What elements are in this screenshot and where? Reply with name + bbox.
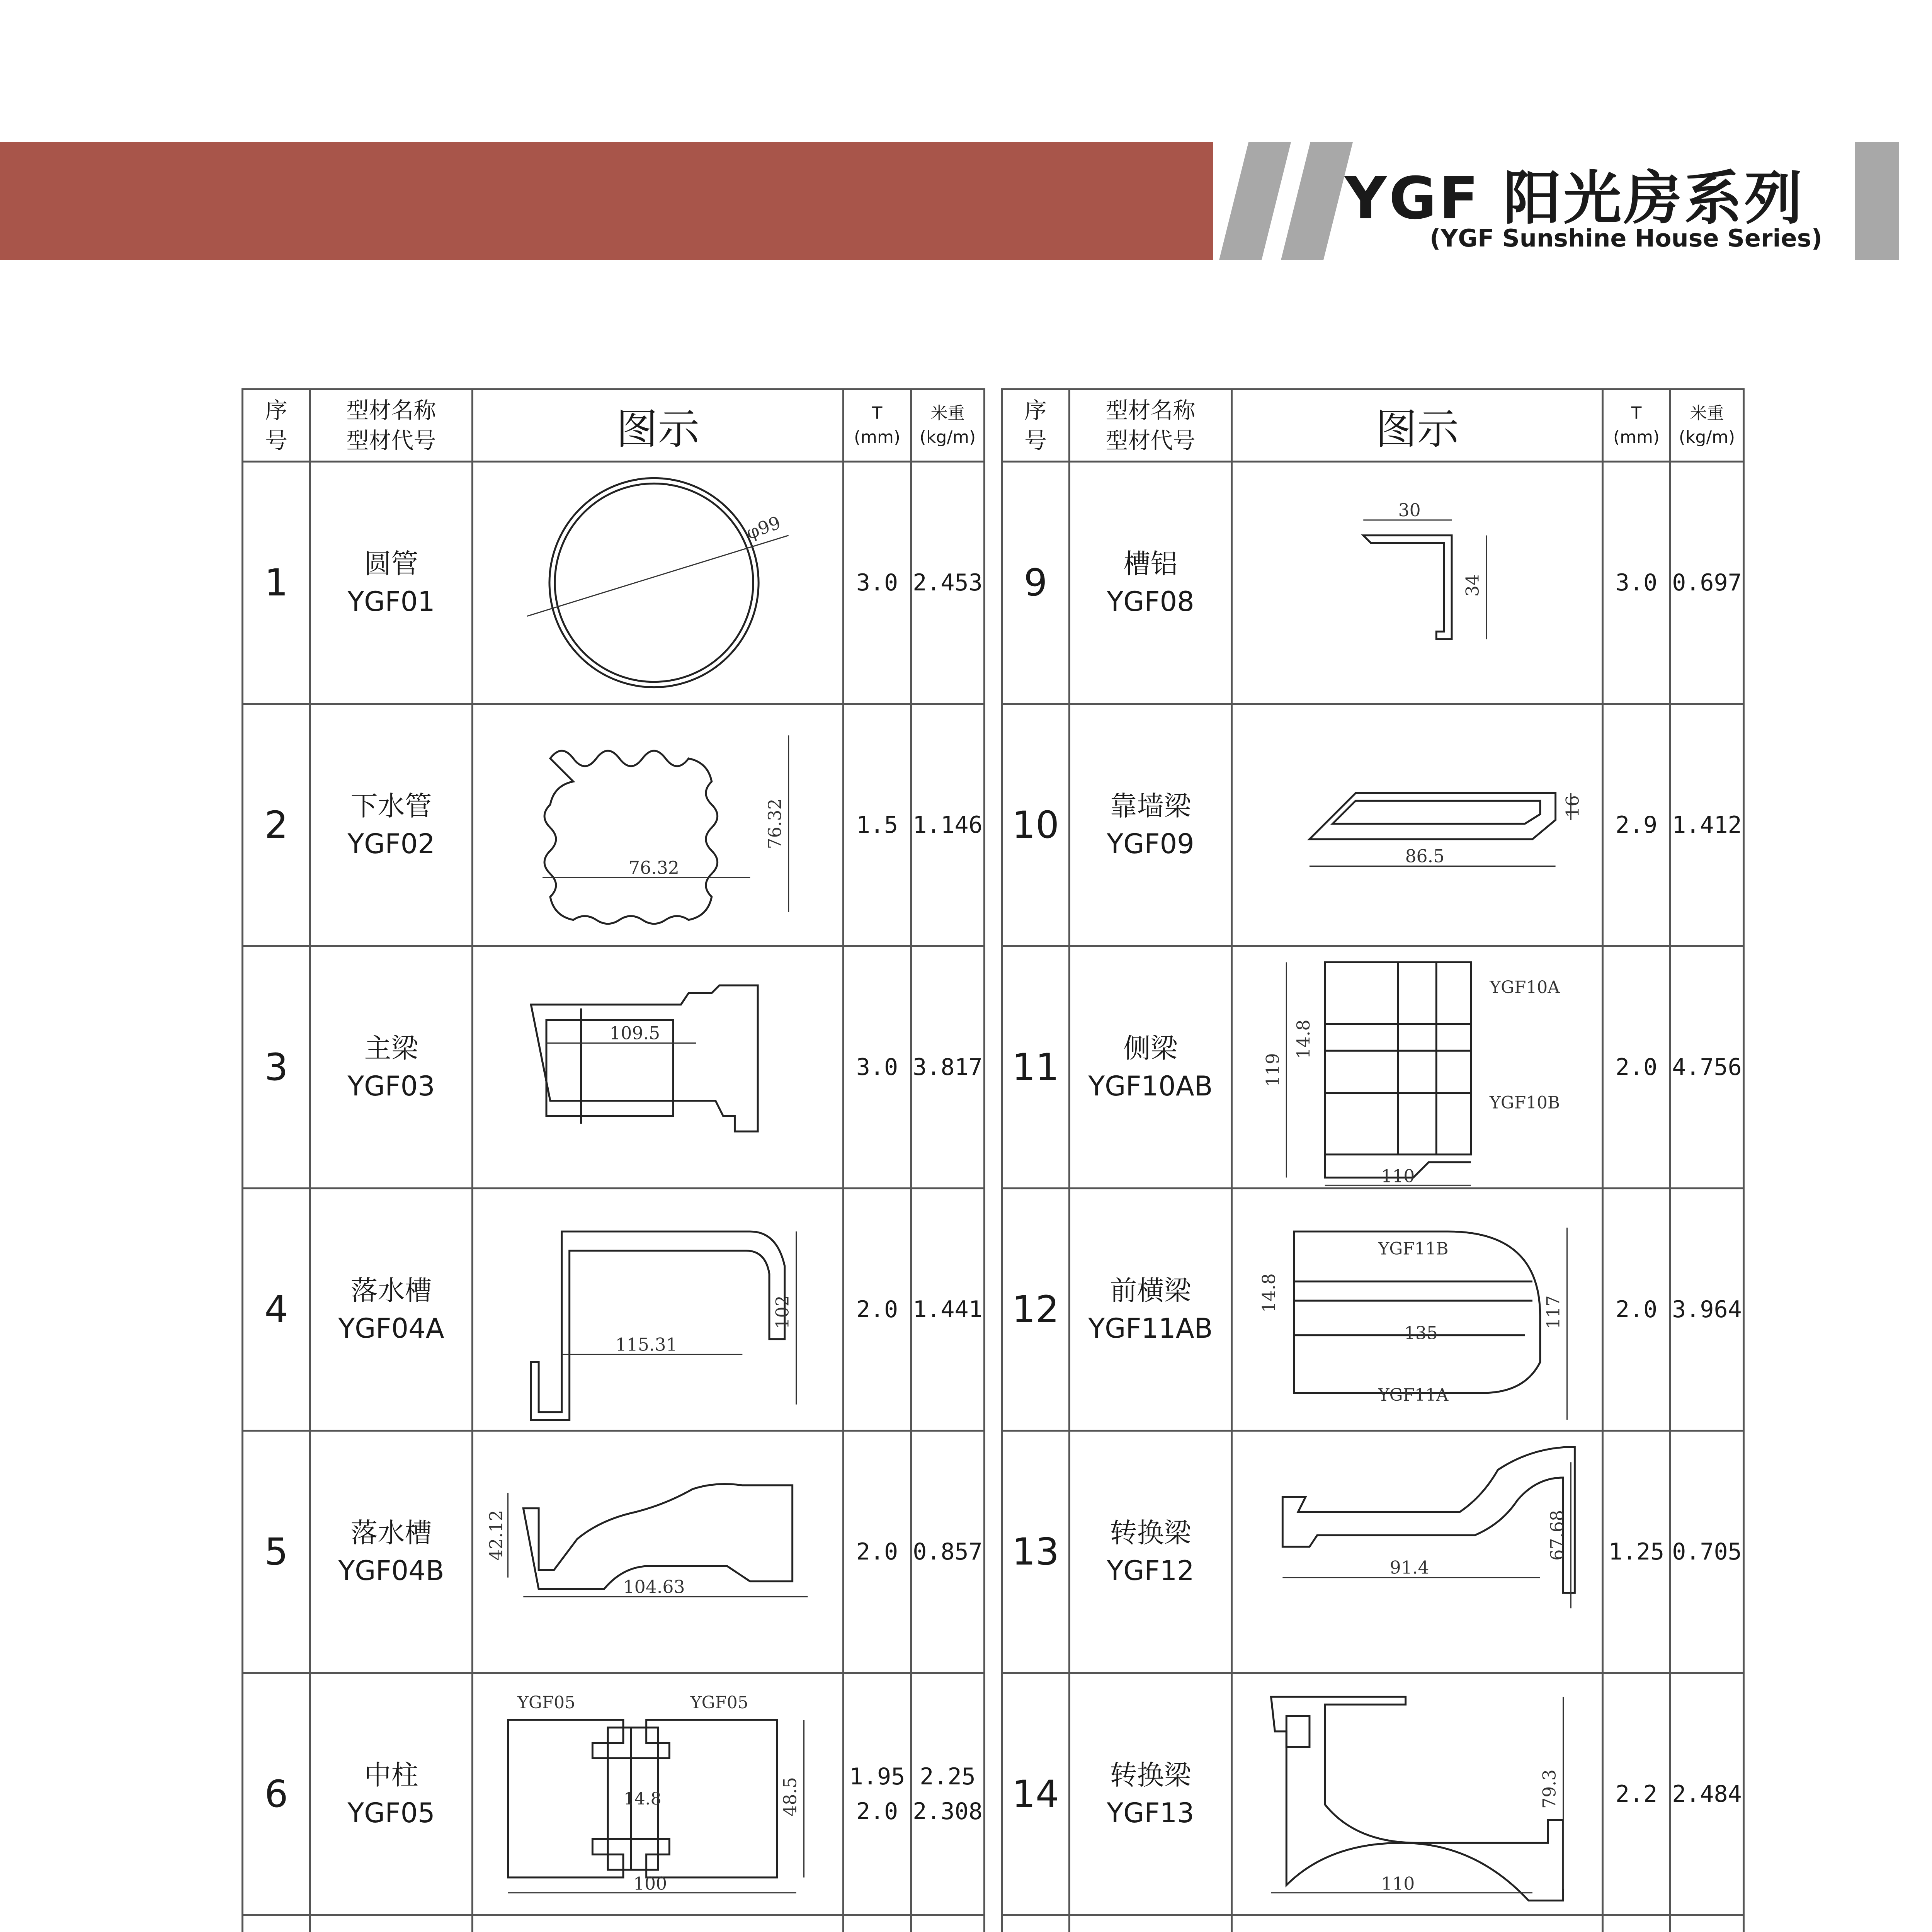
dim-label: 115.31 bbox=[615, 1334, 677, 1355]
weight-value: 0.697 bbox=[1672, 569, 1742, 596]
profile-name: 中柱 bbox=[364, 1759, 418, 1791]
header-t-2: (mm) bbox=[854, 427, 901, 447]
dim-label: YGF05 bbox=[517, 1692, 575, 1713]
dim-label: 48.5 bbox=[780, 1777, 801, 1816]
dim-label: φ99 bbox=[743, 512, 784, 543]
profile-drawing bbox=[1233, 704, 1602, 946]
header-t-1: T bbox=[1631, 403, 1642, 423]
table-row bbox=[1003, 705, 1743, 947]
table-row bbox=[1003, 1432, 1743, 1674]
weight-value: 2.25 bbox=[920, 1763, 976, 1790]
profile-code: YGF12 bbox=[1107, 1555, 1194, 1587]
thickness-value: 3.0 bbox=[856, 569, 898, 596]
page-title: YGF 阳光房系列 bbox=[1345, 165, 1805, 232]
row-number: 11 bbox=[1012, 1046, 1060, 1089]
table-header-row bbox=[1003, 390, 1743, 463]
profile-drawing bbox=[1233, 462, 1602, 704]
profile-name: 下水管 bbox=[350, 790, 432, 822]
weight-value: 2.484 bbox=[1672, 1781, 1742, 1808]
table-row bbox=[243, 947, 983, 1189]
dim-label: 110 bbox=[1381, 1165, 1415, 1186]
dim-label: 14.8 bbox=[1259, 1273, 1279, 1313]
table-row bbox=[243, 1916, 983, 1932]
row-number: 3 bbox=[264, 1046, 288, 1089]
header-no-1: 序 bbox=[265, 397, 287, 423]
profile-code: YGF13 bbox=[1107, 1797, 1194, 1829]
thickness-value: 2.9 bbox=[1615, 811, 1658, 838]
dim-label: YGF05 bbox=[690, 1692, 748, 1713]
dim-label: 14.8 bbox=[623, 1789, 662, 1809]
profile-drawing bbox=[1233, 1189, 1602, 1431]
dim-label: 91.4 bbox=[1389, 1557, 1429, 1578]
row-number: 5 bbox=[264, 1530, 288, 1573]
profile-code: YGF01 bbox=[347, 586, 435, 617]
profile-drawing bbox=[473, 1673, 842, 1915]
dim-label: YGF10B bbox=[1490, 1092, 1560, 1112]
table-row bbox=[1003, 1674, 1743, 1916]
weight-value: 0.705 bbox=[1672, 1538, 1742, 1565]
profile-drawing bbox=[473, 1915, 842, 1932]
weight-value: 1.146 bbox=[913, 811, 983, 838]
thickness-value: 1.5 bbox=[856, 811, 898, 838]
table-left-half bbox=[242, 388, 985, 1932]
header-figure: 图示 bbox=[1375, 405, 1459, 454]
profile-name: 落水槽 bbox=[350, 1275, 432, 1306]
weight-value: 1.441 bbox=[913, 1296, 983, 1323]
dim-label: 42.12 bbox=[486, 1510, 507, 1561]
dim-label: 16 bbox=[1562, 795, 1583, 818]
header-w-1: 米重 bbox=[1690, 403, 1724, 423]
dim-label: 76.32 bbox=[629, 857, 680, 878]
profile-name: 转换梁 bbox=[1110, 1517, 1191, 1549]
profile-name: 圆管 bbox=[364, 548, 418, 580]
profile-drawing bbox=[473, 704, 842, 946]
dim-label: 14.8 bbox=[1293, 1019, 1314, 1059]
page-subtitle: (YGF Sunshine House Series) bbox=[1430, 224, 1823, 252]
dim-label: 76.32 bbox=[764, 798, 785, 849]
table-right-half bbox=[1001, 388, 1745, 1932]
table-row bbox=[243, 705, 983, 947]
profile-name: 前横梁 bbox=[1110, 1275, 1191, 1306]
header-slash-2 bbox=[1281, 142, 1353, 260]
table-row bbox=[243, 1189, 983, 1432]
profile-name: 侧梁 bbox=[1123, 1032, 1178, 1064]
weight-value: 3.817 bbox=[913, 1054, 983, 1081]
thickness-value: 3.0 bbox=[856, 1054, 898, 1081]
dim-label: 34 bbox=[1462, 574, 1483, 597]
header-w-2: (kg/m) bbox=[1679, 427, 1735, 447]
profile-code: YGF04B bbox=[338, 1555, 444, 1587]
thickness-value: 2.2 bbox=[1615, 1781, 1658, 1808]
thickness-value: 2.0 bbox=[1615, 1296, 1658, 1323]
profile-drawing bbox=[1233, 1915, 1602, 1932]
profile-code: YGF09 bbox=[1107, 828, 1194, 860]
row-number: 9 bbox=[1024, 561, 1048, 604]
dim-label: 110 bbox=[1381, 1873, 1415, 1894]
weight-value: 1.412 bbox=[1672, 811, 1742, 838]
dim-label: 79.3 bbox=[1539, 1769, 1560, 1809]
thickness-value: 2.0 bbox=[856, 1538, 898, 1565]
thickness-value-2: 2.0 bbox=[856, 1798, 898, 1825]
header-no-2: 号 bbox=[1024, 427, 1047, 454]
dim-label: 109.5 bbox=[609, 1022, 660, 1043]
dim-label: 102 bbox=[772, 1295, 793, 1329]
thickness-value: 2.0 bbox=[856, 1296, 898, 1323]
profile-code: YGF11AB bbox=[1088, 1313, 1213, 1344]
row-number: 6 bbox=[264, 1772, 288, 1816]
header-name-1: 型材名称 bbox=[1105, 397, 1196, 423]
profile-code: YGF03 bbox=[347, 1070, 435, 1102]
profile-name: 转换梁 bbox=[1110, 1759, 1191, 1791]
weight-value: 4.756 bbox=[1672, 1054, 1742, 1081]
header-t-1: T bbox=[872, 403, 883, 423]
profile-drawing bbox=[473, 946, 842, 1189]
table-row bbox=[1003, 1189, 1743, 1432]
dim-label: 117 bbox=[1543, 1295, 1564, 1329]
header-name-2: 型材代号 bbox=[1105, 427, 1196, 454]
dim-label: 67.68 bbox=[1547, 1510, 1568, 1561]
thickness-value: 2.0 bbox=[1615, 1054, 1658, 1081]
dim-label: YGF10A bbox=[1490, 977, 1560, 997]
header-name-2: 型材代号 bbox=[346, 427, 436, 454]
dim-label: YGF11B bbox=[1378, 1239, 1449, 1259]
thickness-value: 3.0 bbox=[1615, 569, 1658, 596]
profile-drawing bbox=[1233, 1431, 1602, 1673]
dim-label: YGF11A bbox=[1378, 1385, 1449, 1405]
header-grey-block bbox=[1855, 142, 1899, 260]
profile-drawing bbox=[473, 462, 842, 704]
weight-value: 0.857 bbox=[913, 1538, 983, 1565]
profile-code: YGF05 bbox=[347, 1797, 435, 1829]
dim-label: 119 bbox=[1262, 1053, 1283, 1087]
profile-name: 落水槽 bbox=[350, 1517, 432, 1549]
profile-drawing bbox=[473, 1189, 842, 1431]
row-number: 12 bbox=[1012, 1288, 1060, 1331]
profile-code: YGF08 bbox=[1107, 586, 1194, 617]
weight-value: 3.964 bbox=[1672, 1296, 1742, 1323]
dim-label: 135 bbox=[1404, 1323, 1438, 1344]
header-no-2: 号 bbox=[265, 427, 287, 454]
header-band bbox=[0, 142, 1213, 260]
profile-drawing bbox=[473, 1431, 842, 1673]
row-number: 13 bbox=[1012, 1530, 1060, 1573]
dim-label: 86.5 bbox=[1405, 845, 1445, 866]
row-number: 1 bbox=[264, 561, 288, 604]
table-row bbox=[1003, 463, 1743, 705]
header-w-1: 米重 bbox=[930, 403, 965, 423]
header-slash-1 bbox=[1219, 142, 1291, 260]
thickness-value: 1.95 bbox=[849, 1763, 905, 1790]
header-no-1: 序 bbox=[1024, 397, 1047, 423]
profile-name: 主梁 bbox=[364, 1032, 418, 1064]
table-row bbox=[1003, 947, 1743, 1189]
table-row bbox=[1003, 1916, 1743, 1932]
profile-drawing bbox=[1233, 946, 1602, 1189]
profile-drawing bbox=[1233, 1673, 1602, 1915]
header-t-2: (mm) bbox=[1613, 427, 1660, 447]
table-row bbox=[243, 1432, 983, 1674]
header-w-2: (kg/m) bbox=[919, 427, 976, 447]
weight-value-2: 2.308 bbox=[913, 1798, 983, 1825]
weight-value: 2.453 bbox=[913, 569, 983, 596]
table-row bbox=[243, 1674, 983, 1916]
profile-code: YGF10AB bbox=[1088, 1070, 1213, 1102]
profile-code: YGF02 bbox=[347, 828, 435, 860]
dim-label: 100 bbox=[633, 1873, 667, 1894]
table-header-row bbox=[243, 390, 983, 463]
row-number: 10 bbox=[1012, 803, 1060, 847]
dim-label: 30 bbox=[1398, 500, 1421, 520]
dim-label: 104.63 bbox=[623, 1576, 685, 1597]
header-name-1: 型材名称 bbox=[346, 397, 436, 423]
thickness-value: 1.25 bbox=[1608, 1538, 1665, 1565]
row-number: 2 bbox=[264, 803, 288, 847]
profile-code: YGF04A bbox=[338, 1313, 444, 1344]
table-row bbox=[243, 463, 983, 705]
profile-name: 靠墙梁 bbox=[1110, 790, 1191, 822]
profile-table bbox=[242, 388, 1744, 1932]
row-number: 14 bbox=[1012, 1772, 1060, 1816]
row-number: 4 bbox=[264, 1288, 288, 1331]
profile-name: 槽铝 bbox=[1123, 548, 1178, 580]
header-figure: 图示 bbox=[616, 405, 700, 454]
